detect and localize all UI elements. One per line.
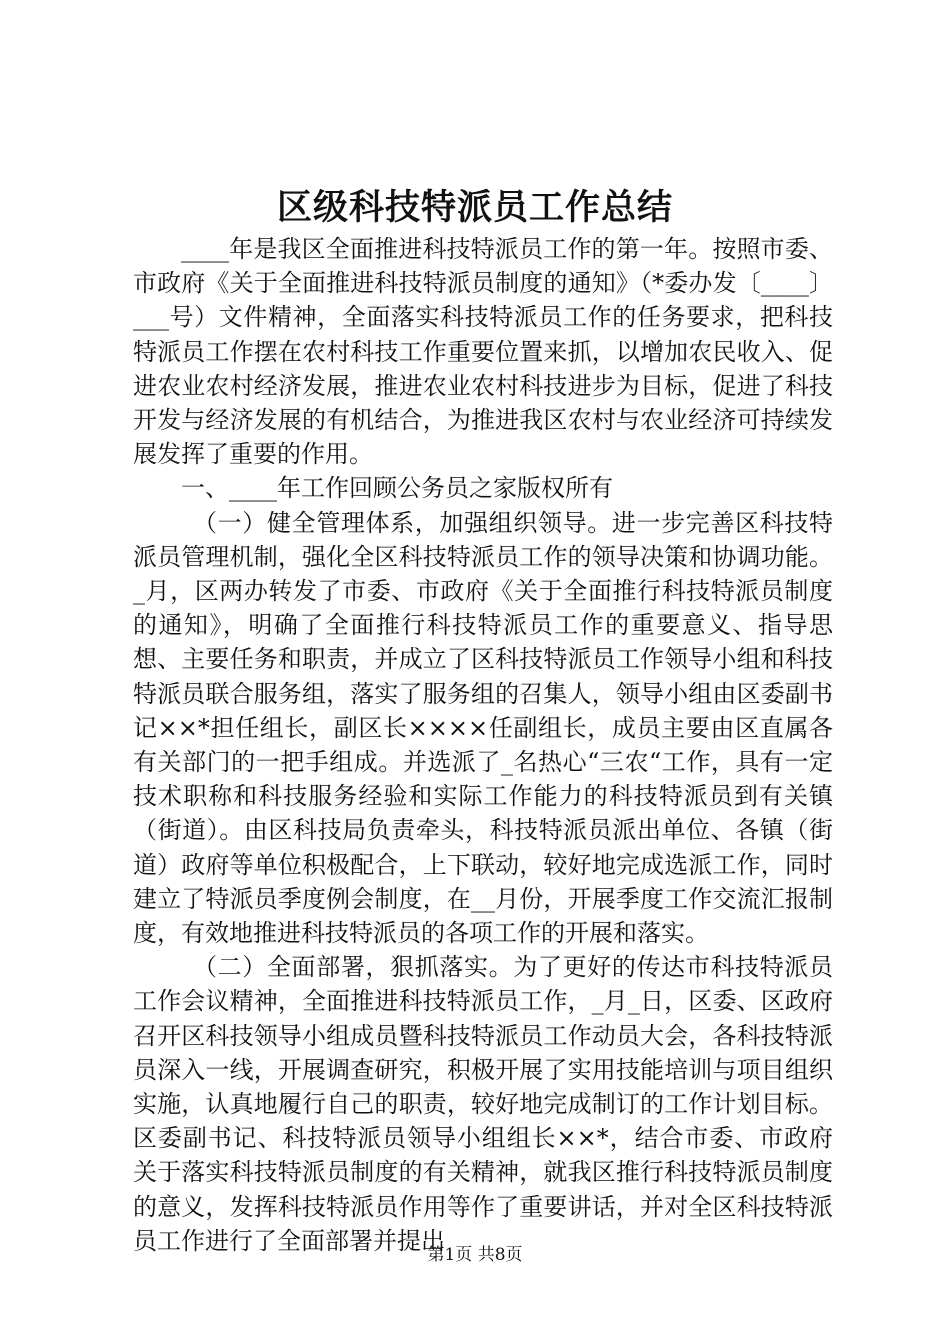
subsection-paragraph-1: （一）健全管理体系，加强组织领导。进一步完善区科技特派员管理机制，强化全区科技特派员工作的领导决策和协调功能。_月，区两办转发了市委、市政府《关于全面推行科技特派员制度的通知》，明确了全面推行科技特派员工作的重要意义、指导思想、主要任务和职责，并成立了区科技特派员工作领导小组和科技特派员联合服务组，落实了服务组的召集人，领导小组由区委副书记××*担任组长，副区长××××任副组长，成员主要由区直属各有关部门的一把手组成。并选派了_名热心“三农“工作，具有一定技术职称和科技服务经验和实际工作能力的科技特派员到有关镇（街道）。由区科技局负责牵头，科技特派员派出单位、各镇（街道）政府等单位积极配合，上下联动，较好地完成选派工作，同时建立了特派员季度例会制度，在__月份，开展季度工作交流汇报制度，有效地推进科技特派员的各项工作的开展和落实。 (133, 508, 833, 948)
document-body (133, 232, 833, 1258)
intro-paragraph: ____年是我区全面推进科技特派员工作的第一年。按照市委、市政府《关于全面推进科技特派员制度的通知》（*委办发〔____〕___号）文件精神，全面落实科技特派员工作的任务要求，把科技特派员工作摆在农村科技工作重要位置来抓，以增加农民收入、促进农业农村经济发展，推进农业农村科技进步为目标，促进了科技开发与经济发展的有机结合，为推进我区农村与农业经济可持续发展发挥了重要的作用。 (133, 235, 833, 469)
section-heading: 一、____年工作回顾公务员之家版权所有 (181, 474, 613, 503)
document-title: 区级科技特派员工作总结 (276, 187, 673, 228)
page-number-footer: 第1页 共8页 (427, 1245, 523, 1265)
subsection-paragraph-2: （二）全面部署，狠抓落实。为了更好的传达市科技特派员工作会议精神，全面推进科技特派员工作，_月_日，区委、区政府召开区科技领导小组成员暨科技特派员工作动员大会，各科技特派员深入一线，开展调查研究，积极开展了实用技能培训与项目组织实施，认真地履行自己的职责，较好地完成制订的工作计划目标。区委副书记、科技特派员领导小组组长××*，结合市委、市政府关于落实科技特派员制度的有关精神，就我区推行科技特派员制度的意义，发挥科技特派员作用等作了重要讲话，并对全区科技特派员工作进行了全面部署并提出 (133, 953, 833, 1255)
